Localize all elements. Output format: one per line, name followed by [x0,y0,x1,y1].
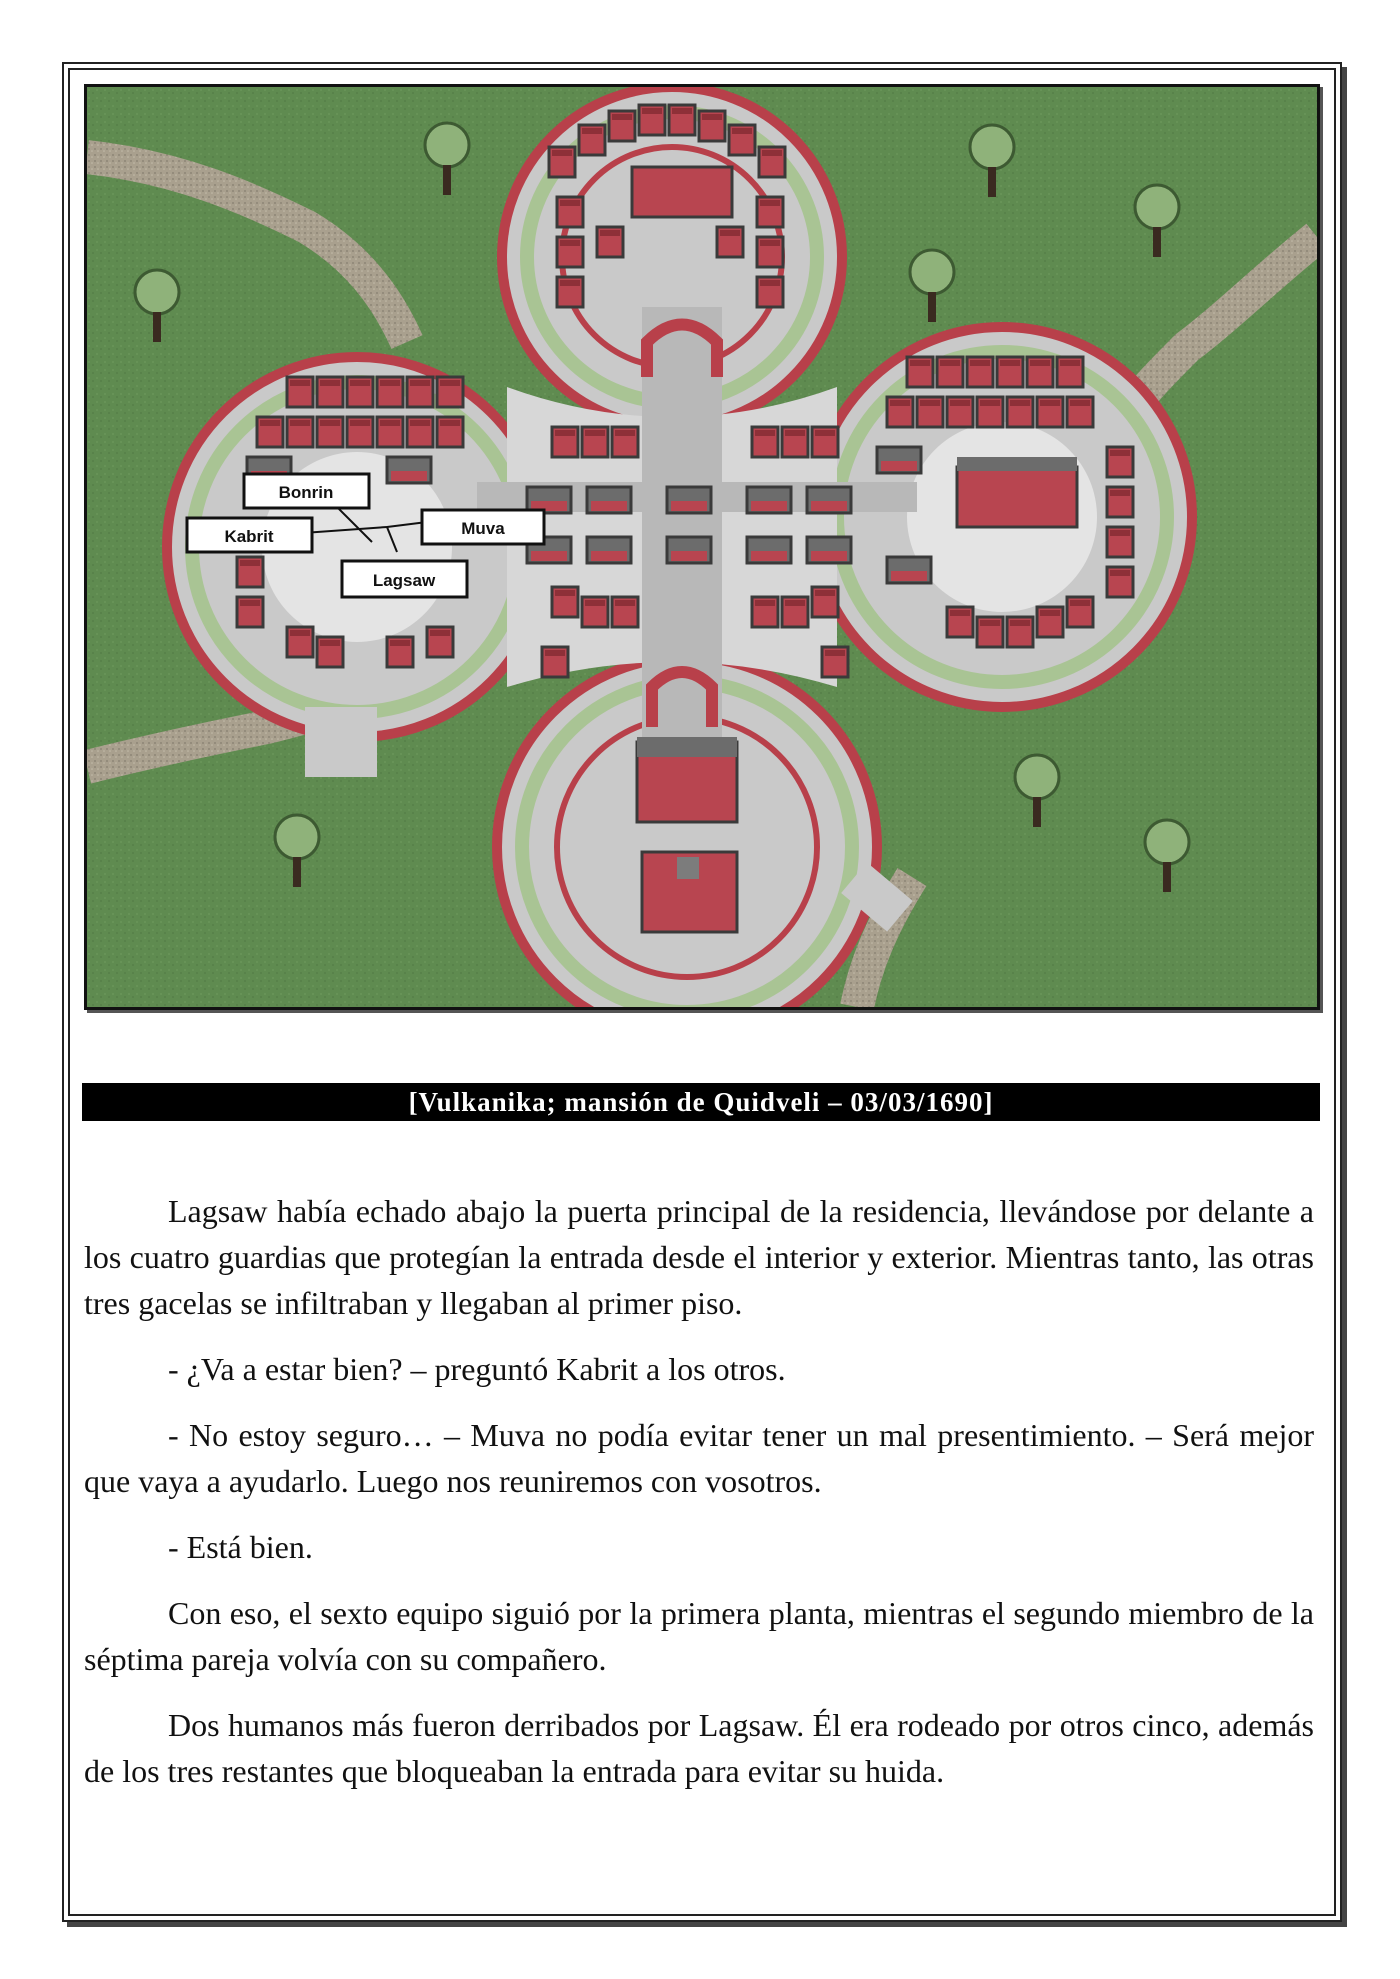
svg-text:Kabrit: Kabrit [224,527,274,546]
svg-text:Muva: Muva [461,519,505,538]
paragraph: - No estoy seguro… – Muva no podía evitar tener un mal presentimiento. – Será mejor que vaya a ayudarlo. Luego nos reuniremos con vosotros. [84,1417,1314,1499]
map-illustration [87,87,1317,1007]
map-label-kabrit [187,518,312,552]
map-label-lagsaw [342,561,467,597]
paragraph: - ¿Va a estar bien? – preguntó Kabrit a los otros. [168,1351,786,1387]
scene-caption: [Vulkanika; mansión de Quidveli – 03/03/1690] [82,1083,1320,1121]
map-label-muva [422,510,544,544]
settlement-map [84,84,1320,1010]
paragraph: - Está bien. [168,1529,313,1565]
svg-text:Lagsaw: Lagsaw [372,571,436,590]
paragraph: Con eso, el sexto equipo siguió por la primera planta, mientras el segundo miembro de la séptima pareja volvía con su compañero. [84,1595,1314,1677]
paragraph: Lagsaw había echado abajo la puerta principal de la residencia, llevándose por delante a los cuatro guardias que protegían la entrada desde el interior y exterior. Mientras tanto, las otras tres gacelas se infiltraban y llegaban al primer piso. [84,1193,1314,1321]
story-text [84,1188,1314,1814]
map-label-bonrin [244,474,369,508]
paragraph: Dos humanos más fueron derribados por Lagsaw. Él era rodeado por otros cinco, además de los tres restantes que bloqueaban la entrada para evitar su huida. [84,1707,1314,1789]
svg-text:Bonrin: Bonrin [278,483,334,502]
